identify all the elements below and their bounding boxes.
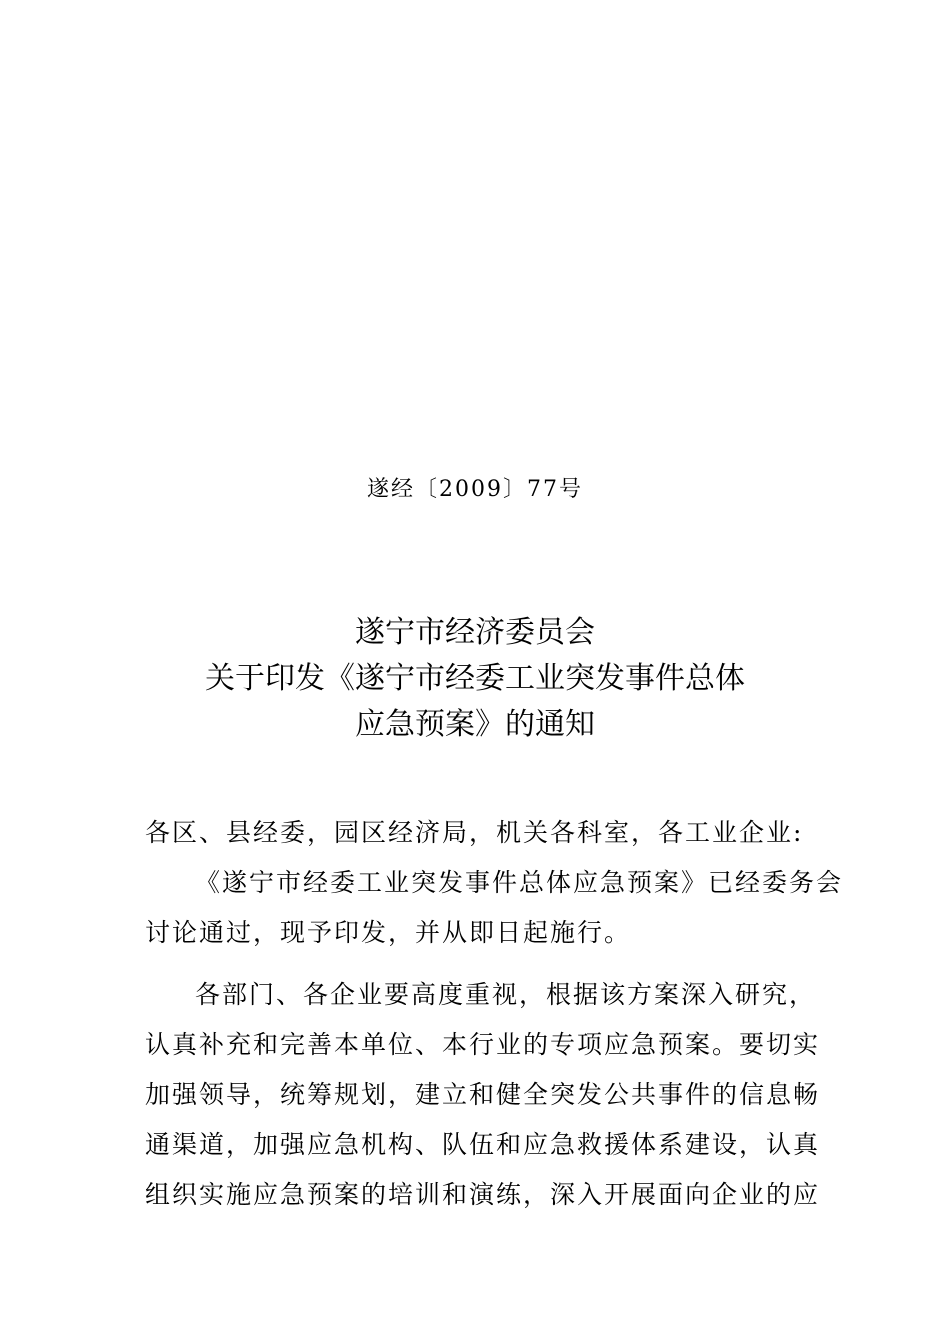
paragraph-1-line: 讨论通过，现予印发，并从即日起施行。 <box>145 918 632 947</box>
paragraph-2-line: 加强领导，统筹规划，建立和健全突发公共事件的信息畅 <box>145 1080 821 1109</box>
paragraph-2-line: 各部门、各企业要高度重视，根据该方案深入研究， <box>195 980 817 1009</box>
title-line-1: 遂宁市经济委员会 <box>355 615 595 650</box>
paragraph-1-line: 《遂宁市经委工业突发事件总体应急预案》已经委务会 <box>195 868 844 897</box>
paragraph-2 <box>145 970 821 1220</box>
paragraph-2-line: 认真补充和完善本单位、本行业的专项应急预案。要切实 <box>145 1030 821 1059</box>
document-number: 遂经〔2009〕77号 <box>367 477 583 502</box>
document-body <box>145 808 844 1220</box>
title-line-3: 应急预案》的通知 <box>355 707 595 742</box>
paragraph-2-line: 组织实施应急预案的培训和演练，深入开展面向企业的应 <box>145 1180 821 1209</box>
paragraph-2-line: 通渠道，加强应急机构、队伍和应急救援体系建设，认真 <box>145 1130 821 1159</box>
salutation: 各区、县经委，园区经济局，机关各科室，各工业企业: <box>145 818 804 847</box>
title-line-2: 关于印发《遂宁市经委工业突发事件总体 <box>205 661 745 696</box>
paragraph-1 <box>145 858 844 958</box>
document-title <box>0 610 950 748</box>
